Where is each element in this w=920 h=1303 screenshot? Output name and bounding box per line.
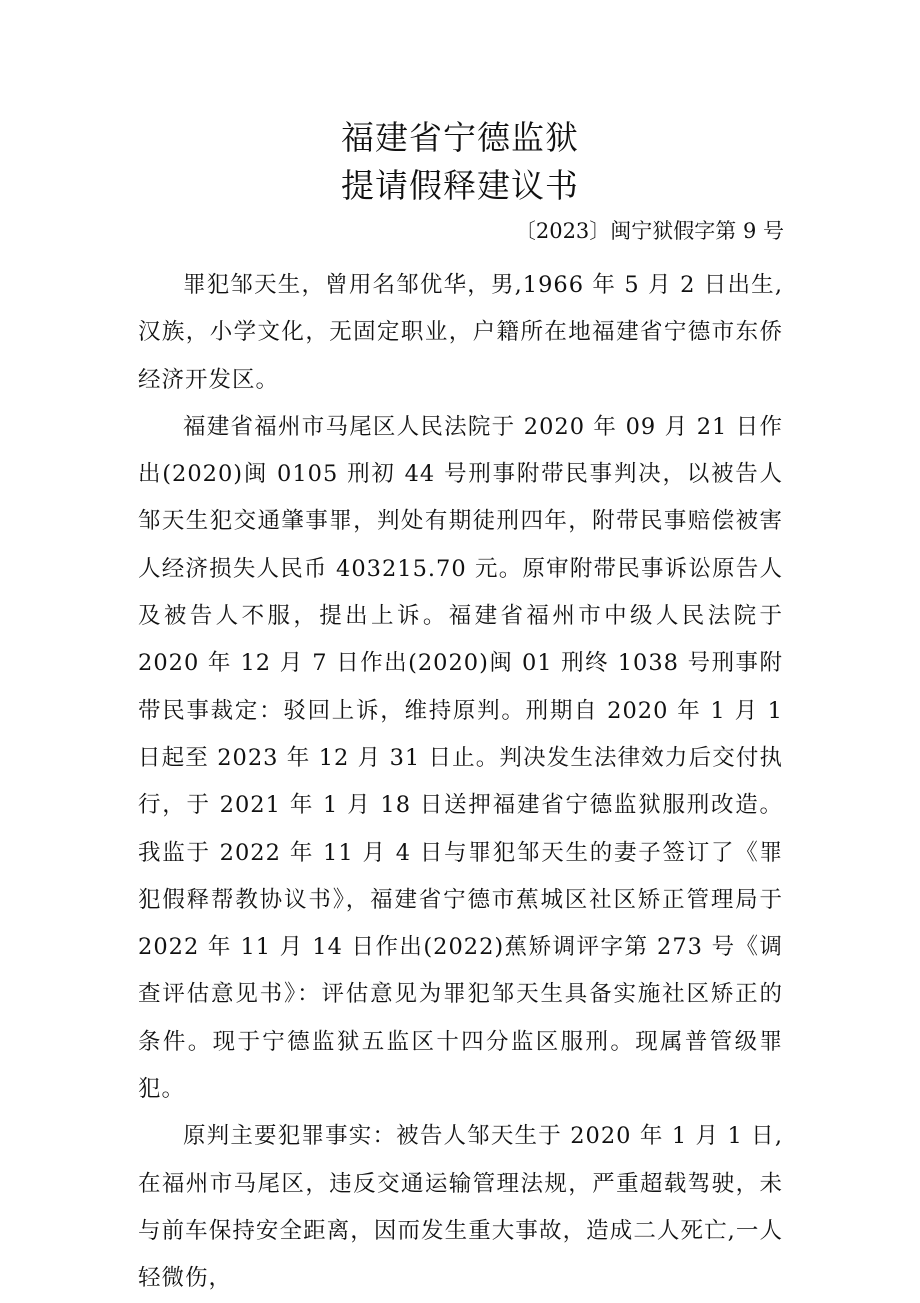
document-number: 〔2023〕闽宁狱假字第 9 号 [514, 219, 784, 243]
paragraph-criminal-info: 罪犯邹天生，曾用名邹优华，男,1966 年 5 月 2 日出生,汉族，小学文化，无固定职业，户籍所在地福建省宁德市东侨经济开发区。 [138, 272, 783, 393]
document-title-line1: 福建省宁德监狱 [341, 118, 579, 157]
paragraph-judgment-history: 福建省福州市马尾区人民法院于 2020 年 09 月 21 日作出(2020)闽 0105 刑初 44 号刑事附带民事判决，以被告人邹天生犯交通肇事罪，判处有期徒刑四年，附带民事赔偿被害人经济损失人民币 403215.70 元。原审附带民事诉讼原告人及被告人不服，提出上诉。福建省福州市中级人民法院于 2020 年 12 月 7 日作出(2020)闽 01 刑终 1038 号刑事附带民事裁定：驳回上诉，维持原判。刑期自 2020 年 1 月 1 日起至 2023 年 12 月 31 日止。判决发生法律效力后交付执行，于 2021 年 1 月 18 日送押福建省宁德监狱服刑改造。我监于 2022 年 11 月 4 日与罪犯邹天生的妻子签订了《罪犯假释帮教协议书》，福建省宁德市蕉城区社区矫正管理局于 2022 年 11 月 14 日作出(2022)蕉矫调评字第 273 号《调查评估意见书》：评估意见为罪犯邹天生具备实施社区矫正的条件。现于宁德监狱五监区十四分监区服刑。现属普管级罪犯。 [138, 413, 783, 1103]
document-body [138, 262, 783, 1303]
paragraph-crime-facts: 原判主要犯罪事实：被告人邹天生于 2020 年 1 月 1 日,在福州市马尾区，违反交通运输管理法规，严重超载驾驶，未与前车保持安全距离，因而发生重大事故，造成二人死亡,一人轻微伤， [138, 1123, 783, 1292]
document-title-line2: 提请假释建议书 [341, 166, 579, 205]
